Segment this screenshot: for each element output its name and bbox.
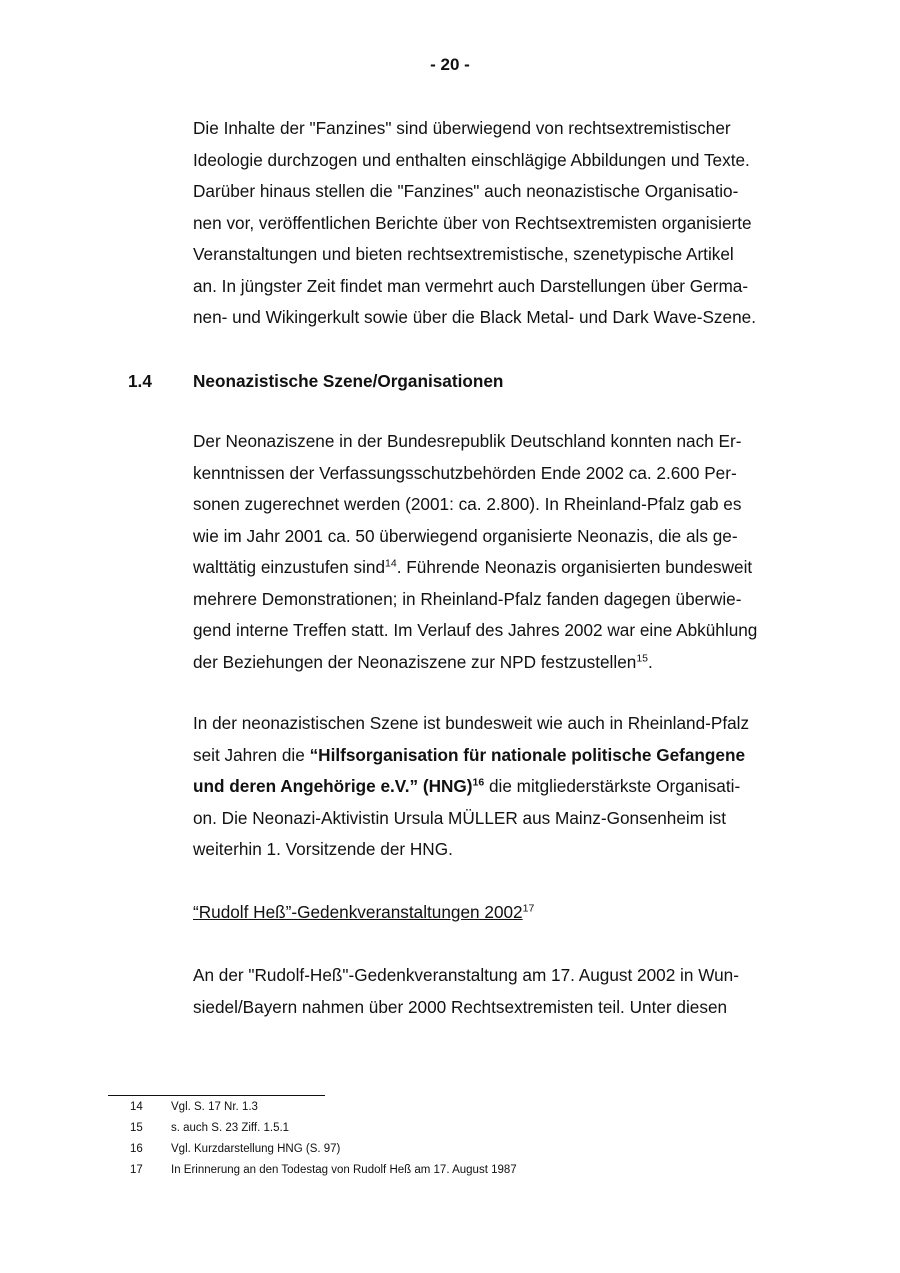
footnotes [0, 1099, 900, 1183]
text-line [193, 740, 793, 772]
text-line: Darüber hinaus stellen die "Fanzines" auch neonazistische Organisatio- [193, 181, 739, 201]
text-line: Ideologie durchzogen und enthalten einschlägige Abbildungen und Texte. [193, 149, 750, 170]
text-line: An der "Rudolf-Heß"-Gedenkveranstaltung am 17. August 2002 in Wun- [193, 965, 739, 985]
footnote-ref-17: 17 [522, 902, 535, 915]
text-line [193, 771, 793, 803]
text-span: der Beziehungen der Neonaziszene zur NPD festzustellen [193, 651, 637, 672]
footnote-text: s. auch S. 23 Ziff. 1.5.1 [171, 1122, 290, 1134]
text-line: sonen zugerechnet werden (2001: ca. 2.800). In Rheinland-Pfalz gab es [193, 494, 742, 514]
text-span: seit Jahren die [193, 744, 310, 765]
paragraph-neonazi-scene [193, 426, 793, 678]
footnote [0, 1162, 900, 1183]
footnote [0, 1141, 900, 1162]
text-span: . Führende Neonazis organisierten bundesweit [396, 557, 753, 577]
footnote-number: 15 [130, 1122, 143, 1134]
subheading-hess [193, 897, 534, 929]
text-line [193, 552, 793, 584]
text-line: Die Inhalte der "Fanzines" sind überwiegend von rechtsextremistischer [193, 118, 731, 138]
text-span: . [648, 651, 653, 672]
page-number: - 20 - [430, 55, 470, 74]
paragraph-fanzines [193, 113, 793, 334]
paragraph-hng [193, 708, 793, 866]
organisation-name: “Hilfsorganisation für nationale politische Gefangene [309, 744, 746, 765]
text-line: Der Neonaziszene in der Bundesrepublik Deutschland konnten nach Er- [193, 431, 742, 451]
footnote-text: Vgl. Kurzdarstellung HNG (S. 97) [171, 1143, 341, 1155]
text-line: gend interne Treffen statt. Im Verlauf des Jahres 2002 war eine Abkühlung [193, 620, 758, 640]
text-line: weiterhin 1. Vorsitzende der HNG. [193, 839, 453, 859]
text-line: Veranstaltungen und bieten rechtsextremistische, szenetypische Artikel [193, 244, 734, 264]
text-line: siedel/Bayern nahmen über 2000 Rechtsextremisten teil. Unter diesen [193, 996, 728, 1017]
footnote-ref-14: 14 [385, 557, 397, 570]
section-title: Neonazistische Szene/Organisationen [193, 371, 504, 391]
text-line [193, 647, 793, 679]
footnote-ref-15: 15 [636, 651, 648, 664]
footnote-text: Vgl. S. 17 Nr. 1.3 [171, 1101, 258, 1113]
text-line: wie im Jahr 2001 ca. 50 überwiegend organisierte Neonazis, die als ge- [193, 525, 738, 546]
section-number: 1.4 [128, 371, 152, 391]
text-line: nen vor, veröffentlichen Berichte über von Rechtsextremisten organisierte [193, 212, 752, 233]
text-span: walttätig einzustufen sind [193, 557, 386, 577]
footnote-text: In Erinnerung an den Todestag von Rudolf Heß am 17. August 1987 [171, 1164, 517, 1176]
text-span: die mitgliederstärkste Organisati- [484, 776, 741, 796]
text-line: kenntnissen der Verfassungsschutzbehörden Ende 2002 ca. 2.600 Per- [193, 462, 737, 483]
footnote-number: 17 [130, 1164, 143, 1176]
text-line: on. Die Neonazi-Aktivistin Ursula MÜLLER aus Mainz-Gonsenheim ist [193, 807, 727, 828]
footnote-number: 16 [130, 1143, 143, 1155]
text-line: nen- und Wikingerkult sowie über die Black Metal- und Dark Wave-Szene. [193, 307, 756, 327]
text-line: mehrere Demonstrationen; in Rheinland-Pfalz fanden dagegen überwie- [193, 588, 742, 609]
subheading-text: “Rudolf Heß”-Gedenkveranstaltungen 2002 [193, 902, 523, 922]
footnote-number: 14 [130, 1101, 143, 1113]
footnote-separator [108, 1095, 325, 1096]
paragraph-hess [193, 960, 793, 1023]
footnote [0, 1120, 900, 1141]
footnote-ref-16: 16 [472, 776, 485, 789]
text-line: In der neonazistischen Szene ist bundesweit wie auch in Rheinland-Pfalz [193, 713, 750, 733]
organisation-name: und deren Angehörige e.V.” (HNG) [193, 776, 473, 796]
text-line: an. In jüngster Zeit findet man vermehrt auch Darstellungen über Germa- [193, 275, 749, 296]
footnote [0, 1099, 900, 1120]
